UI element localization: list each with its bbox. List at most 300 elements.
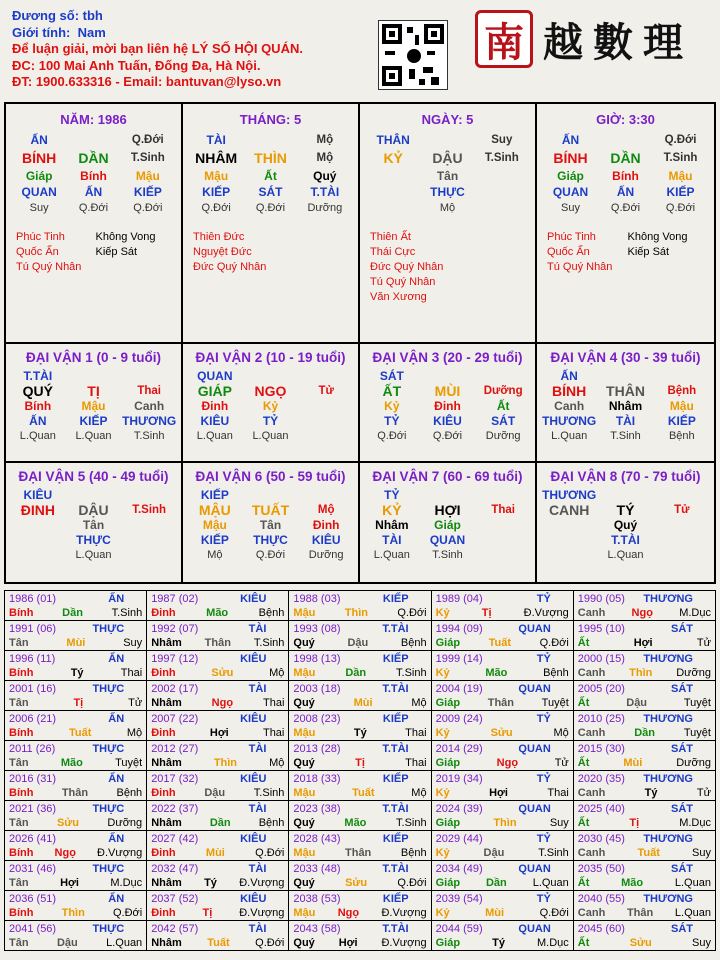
dv-god: SÁT xyxy=(379,369,404,383)
dv-hidden-stem: Kỷ xyxy=(262,399,279,413)
dai-van-title: ĐẠI VẬN 1 (0 - 9 tuổi) xyxy=(25,350,161,365)
year-chi: Mùi xyxy=(485,907,505,919)
year-state: Tuyệt xyxy=(541,697,569,709)
pillar-state: Q.Đới xyxy=(665,202,696,214)
year-god: ẤN xyxy=(108,653,125,665)
year-chi: Tị xyxy=(73,697,84,709)
dv-hidden-stem: Canh xyxy=(554,399,585,413)
dv-empty xyxy=(121,369,177,384)
year-bottom xyxy=(578,846,711,860)
year-god: SÁT xyxy=(670,923,693,935)
year-god: TỶ xyxy=(536,593,551,605)
star-item: Không Vong xyxy=(95,231,156,243)
dai-van-2 xyxy=(183,344,360,463)
stars-col-1 xyxy=(16,230,96,275)
year-chi: Thìn xyxy=(344,607,368,619)
year-bottom xyxy=(151,636,284,650)
year-state: T.Sinh xyxy=(396,667,427,679)
pillar-cell: DẦN xyxy=(610,150,641,166)
dv-gods-row xyxy=(10,414,177,429)
year-can: Đinh xyxy=(151,787,176,799)
pillar-cell: ẤN xyxy=(561,133,580,147)
year-bottom xyxy=(151,696,284,710)
dv-hidden-god: TÀI xyxy=(382,533,402,547)
year-cell xyxy=(147,621,289,651)
year-state: Mộ xyxy=(411,787,427,799)
dv-hidden-state: T.Sinh xyxy=(610,430,641,442)
year-cell xyxy=(5,831,147,861)
year-god: TÀI xyxy=(248,623,267,635)
year-bottom xyxy=(293,936,426,950)
dv-can: QUÝ xyxy=(22,383,53,399)
year-can: Đinh xyxy=(151,907,176,919)
year-bottom xyxy=(436,936,569,950)
year-label: 2037 (52) xyxy=(151,893,199,905)
pillar-row xyxy=(366,168,529,184)
year-top xyxy=(578,892,711,906)
year-god: KIÊU xyxy=(240,713,267,725)
year-state: Tuyệt xyxy=(115,757,143,769)
pillar-row xyxy=(543,184,708,200)
year-label: 2006 (21) xyxy=(9,713,57,725)
year-state: Suy xyxy=(692,937,711,949)
year-top xyxy=(578,832,711,846)
year-label: 1991 (06) xyxy=(9,623,57,635)
year-bottom xyxy=(436,756,569,770)
year-label: 2008 (23) xyxy=(293,713,341,725)
year-god: QUAN xyxy=(518,743,551,755)
year-can: Canh xyxy=(577,847,606,859)
year-top xyxy=(151,772,284,786)
dv-chi: TÝ xyxy=(616,502,635,518)
year-bottom xyxy=(293,756,426,770)
year-label: 1995 (10) xyxy=(577,623,625,635)
year-bottom xyxy=(436,666,569,680)
star-item: Quốc Ấn xyxy=(547,246,590,258)
dv-empty xyxy=(420,369,476,384)
dv-god: T.TÀI xyxy=(23,369,53,383)
year-cell xyxy=(574,651,716,681)
year-chi: Thân xyxy=(204,637,231,649)
year-state: Tử xyxy=(696,637,711,649)
dv-hidden-god: KIẾP xyxy=(200,533,229,547)
year-god: T.TÀI xyxy=(382,923,409,935)
year-state: M.Dục xyxy=(679,817,711,829)
year-god: KIẾP xyxy=(382,893,409,905)
star-item: Tú Quý Nhân xyxy=(16,261,82,273)
star-item: Văn Xương xyxy=(370,291,427,303)
pillar-cell: NHÂM xyxy=(195,150,238,166)
year-bottom xyxy=(151,876,284,890)
year-state: Mộ xyxy=(553,727,569,739)
year-chi: Thân xyxy=(345,847,372,859)
year-cell xyxy=(432,831,574,861)
pillar-cell: Mộ xyxy=(316,134,334,146)
year-chi: Sửu xyxy=(56,817,79,829)
stars-col-2 xyxy=(450,230,530,305)
year-chi: Tuất xyxy=(488,637,512,649)
year-god: THƯƠNG xyxy=(643,893,693,905)
year-can: Mậu xyxy=(293,907,316,919)
year-cell xyxy=(432,861,574,891)
year-label: 1988 (03) xyxy=(293,593,341,605)
year-chi: Sửu xyxy=(490,727,513,739)
year-chi: Hợi xyxy=(338,937,358,949)
year-can: Tân xyxy=(9,757,29,769)
year-can: Kỷ xyxy=(435,907,450,919)
year-cell xyxy=(289,621,431,651)
year-god: ẤN xyxy=(108,773,125,785)
stars-col-1 xyxy=(547,230,628,275)
year-bottom xyxy=(9,846,142,860)
year-can: Bính xyxy=(9,727,34,739)
pillar-cell xyxy=(366,184,420,200)
year-chi: Hợi xyxy=(209,727,229,739)
year-top xyxy=(436,862,569,876)
year-cell xyxy=(289,681,431,711)
year-can: Quý xyxy=(293,937,315,949)
year-chi: Ngọ xyxy=(337,907,360,919)
dv-hidden-god: THƯƠNG xyxy=(122,414,177,428)
year-state: Thai xyxy=(405,727,427,739)
annual-table xyxy=(4,590,716,951)
dv-hidden-state xyxy=(541,548,597,563)
year-top xyxy=(578,802,711,816)
pillar-row xyxy=(366,148,529,168)
year-label: 2020 (35) xyxy=(577,773,625,785)
dv-gods-row xyxy=(364,533,531,548)
pillar-cell xyxy=(243,132,297,148)
dv-state: Tử xyxy=(674,504,690,516)
dv-hidden-state xyxy=(654,548,710,563)
year-can: Nhâm xyxy=(151,877,182,889)
year-state: Suy xyxy=(549,817,569,829)
year-cell xyxy=(574,711,716,741)
dv-st-row xyxy=(10,429,177,444)
dv-state: T.Sinh xyxy=(132,504,167,516)
year-cell xyxy=(5,711,147,741)
pillar-cell: Suy xyxy=(491,134,513,146)
year-cell xyxy=(5,681,147,711)
pillar-cell: Bính xyxy=(612,169,639,183)
year-top xyxy=(9,592,142,606)
dv-hidden-row xyxy=(541,399,710,414)
dv-hidden-state xyxy=(10,548,66,563)
year-bottom xyxy=(436,876,569,890)
year-label: 2043 (58) xyxy=(293,923,341,935)
year-top xyxy=(151,892,284,906)
year-can: Giáp xyxy=(435,697,461,709)
dv-hidden-row xyxy=(187,399,354,414)
star-item: Thái Cực xyxy=(370,246,416,258)
year-cell xyxy=(432,591,574,621)
year-can: Giáp xyxy=(435,757,461,769)
dv-hidden-stem: Nhâm xyxy=(608,399,643,413)
year-bottom xyxy=(578,756,711,770)
year-god: TỶ xyxy=(536,653,551,665)
logo-seal: 南 xyxy=(475,10,533,68)
year-god: TỶ xyxy=(536,773,551,785)
pillar-state: Q.Đới xyxy=(201,202,231,214)
year-can: Đinh xyxy=(151,667,176,679)
year-can: Bính xyxy=(9,847,34,859)
year-chi: Tị xyxy=(629,817,640,829)
year-can: Ất xyxy=(577,937,590,949)
year-state: Bệnh xyxy=(400,847,427,859)
dv-state: Mộ xyxy=(317,504,335,516)
year-cell xyxy=(574,861,716,891)
year-label: 2012 (27) xyxy=(151,743,199,755)
year-god: KIÊU xyxy=(240,833,267,845)
year-state: Bệnh xyxy=(258,607,285,619)
year-bottom xyxy=(9,636,142,650)
star-item: Đức Quý Nhân xyxy=(370,261,444,273)
year-cell xyxy=(5,891,147,921)
pillar-cell: ẤN xyxy=(616,185,635,199)
year-can: Quý xyxy=(293,877,315,889)
year-bottom xyxy=(9,666,142,680)
year-cell xyxy=(147,891,289,921)
pillar-2 xyxy=(360,104,537,344)
year-top xyxy=(293,652,426,666)
year-cell xyxy=(5,621,147,651)
year-label: 2011 (26) xyxy=(9,743,56,755)
pillar-cell: TÀI xyxy=(206,133,226,147)
year-god: KIÊU xyxy=(240,593,267,605)
pillar-row xyxy=(366,184,529,200)
dv-hidden-state: T.Sinh xyxy=(432,549,463,561)
dv-hidden-god: THƯƠNG xyxy=(542,414,597,428)
year-state: Suy xyxy=(123,637,143,649)
year-top xyxy=(578,682,711,696)
year-god: SÁT xyxy=(670,623,693,635)
qr-code[interactable] xyxy=(378,20,448,90)
dv-god-row xyxy=(541,369,710,384)
year-cell xyxy=(432,651,574,681)
year-chi: Mùi xyxy=(205,847,225,859)
dv-hidden-stem: Bính xyxy=(24,399,52,413)
year-chi: Dậu xyxy=(56,937,78,949)
year-state: Suy xyxy=(692,847,711,859)
year-can: Ất xyxy=(577,877,590,889)
dv-empty xyxy=(243,369,299,384)
dv-hidden-stem xyxy=(475,518,531,533)
dv-hidden-stem: Quý xyxy=(613,518,638,532)
year-state: M.Dục xyxy=(679,607,711,619)
dv-st-row xyxy=(187,548,354,563)
year-bottom xyxy=(293,816,426,830)
year-chi: Hợi xyxy=(633,637,653,649)
dai-van-7 xyxy=(360,463,537,582)
pillar-row xyxy=(189,168,352,184)
dv-gods-row xyxy=(364,414,531,429)
year-top xyxy=(9,802,142,816)
year-bottom xyxy=(9,696,142,710)
dv-hidden-god xyxy=(475,533,531,548)
dv-st-row xyxy=(541,429,710,444)
year-god: KIẾP xyxy=(382,773,409,785)
dv-hidden-state: L.Quan xyxy=(373,549,410,561)
year-god: THỰC xyxy=(92,683,125,695)
pillar-row xyxy=(543,148,708,168)
dv-hidden-row xyxy=(187,518,354,533)
pillar-state: Suy xyxy=(561,202,580,214)
year-cell xyxy=(5,771,147,801)
pillar-cell: Ất xyxy=(264,169,277,183)
dv-god-row xyxy=(541,488,710,503)
dv-god-row xyxy=(187,488,354,503)
dai-van-6 xyxy=(183,463,360,582)
year-bottom xyxy=(436,726,569,740)
pillar-row xyxy=(189,148,352,168)
year-bottom xyxy=(151,606,284,620)
year-can: Tân xyxy=(9,937,29,949)
year-label: 2027 (42) xyxy=(151,833,199,845)
dv-pillar-row xyxy=(364,384,531,399)
pillar-cell: QUAN xyxy=(21,185,57,199)
year-top xyxy=(578,922,711,936)
year-can: Giáp xyxy=(435,937,461,949)
year-bottom xyxy=(436,606,569,620)
year-bottom xyxy=(578,636,711,650)
year-state: Thai xyxy=(262,727,285,739)
dv-hidden-god xyxy=(298,414,354,429)
year-label: 2028 (43) xyxy=(293,833,341,845)
year-chi: Dần xyxy=(485,877,507,889)
year-top xyxy=(293,712,426,726)
star-item: Nguyệt Đức xyxy=(193,246,252,258)
year-cell xyxy=(289,741,431,771)
year-label: 2017 (32) xyxy=(151,773,199,785)
year-state: L.Quan xyxy=(532,877,569,889)
year-chi: Tý xyxy=(644,787,658,799)
year-top xyxy=(9,622,142,636)
year-state: Bệnh xyxy=(258,817,285,829)
pillar-cell: Giáp xyxy=(557,169,584,183)
year-god: QUAN xyxy=(518,923,551,935)
year-label: 2009 (24) xyxy=(435,713,483,725)
year-label: 2036 (51) xyxy=(9,893,57,905)
year-bottom xyxy=(151,816,284,830)
year-can: Mậu xyxy=(293,667,316,679)
year-god: TỶ xyxy=(536,833,551,845)
year-top xyxy=(293,922,426,936)
year-cell xyxy=(147,711,289,741)
year-god: T.TÀI xyxy=(382,743,409,755)
dv-hidden-stem xyxy=(10,518,66,533)
star-item: Thiên Đức xyxy=(193,231,245,243)
dv-chi: THÂN xyxy=(606,383,645,399)
year-top xyxy=(293,592,426,606)
year-chi: Tị xyxy=(202,907,213,919)
dv-hidden-state: L.Quan xyxy=(19,430,56,442)
logo xyxy=(475,10,715,68)
year-cell xyxy=(147,681,289,711)
pillar-cell xyxy=(66,132,120,148)
year-chi: Mùi xyxy=(623,757,643,769)
year-cell xyxy=(289,921,431,951)
pillar-state-row xyxy=(189,200,352,216)
year-state: L.Quan xyxy=(106,937,143,949)
year-god: QUAN xyxy=(518,803,551,815)
year-cell xyxy=(289,651,431,681)
year-top xyxy=(436,712,569,726)
year-bottom xyxy=(9,906,142,920)
year-cell xyxy=(574,801,716,831)
year-chi: Tý xyxy=(204,877,217,889)
year-label: 1990 (05) xyxy=(577,593,625,605)
pillar-cell: KỶ xyxy=(383,150,403,166)
year-cell xyxy=(147,651,289,681)
year-state: Thai xyxy=(120,667,143,679)
year-cell xyxy=(432,801,574,831)
star-item: Thiên Ất xyxy=(370,231,411,243)
year-top xyxy=(151,862,284,876)
year-can: Tân xyxy=(9,637,29,649)
dai-van-8 xyxy=(537,463,714,582)
year-top xyxy=(293,862,426,876)
year-can: Canh xyxy=(577,787,606,799)
year-chi: Dần xyxy=(62,607,83,619)
year-bottom xyxy=(293,636,426,650)
year-state: Thai xyxy=(547,787,569,799)
pillar-cell: Bính xyxy=(80,169,107,183)
pillar-cell: Mậu xyxy=(204,169,229,183)
year-state: T.Sinh xyxy=(253,787,285,799)
header-info xyxy=(12,8,303,91)
year-can: Ất xyxy=(577,637,590,649)
dv-empty xyxy=(475,369,531,384)
dv-st-row xyxy=(541,548,710,563)
year-cell xyxy=(289,831,431,861)
year-can: Đinh xyxy=(151,607,176,619)
dv-hidden-god: TỶ xyxy=(262,414,279,428)
year-top xyxy=(151,622,284,636)
year-top xyxy=(436,652,569,666)
year-top xyxy=(151,712,284,726)
dv-empty xyxy=(475,488,531,503)
year-chi: Mùi xyxy=(353,697,373,709)
dv-chi: TỊ xyxy=(87,383,100,399)
star-item: Kiếp Sát xyxy=(627,246,670,258)
year-state: M.Dục xyxy=(537,937,569,949)
dv-hidden-god xyxy=(541,533,597,548)
year-state: Bệnh xyxy=(400,637,427,649)
year-label: 2002 (17) xyxy=(151,683,199,695)
year-bottom xyxy=(578,726,711,740)
year-can: Mậu xyxy=(293,727,316,739)
dv-can: MẬU xyxy=(198,502,231,518)
pillar-cell: QUAN xyxy=(552,185,589,199)
gender: Giới tính: Nam xyxy=(12,24,106,40)
year-god: THƯƠNG xyxy=(643,833,693,845)
dv-god: KIÊU xyxy=(23,488,53,502)
dv-empty xyxy=(420,488,476,503)
year-top xyxy=(578,772,711,786)
dv-empty xyxy=(654,369,710,384)
year-chi: Mão xyxy=(485,667,508,679)
year-bottom xyxy=(578,876,711,890)
year-chi: Tuất xyxy=(637,847,660,859)
dv-empty xyxy=(597,488,653,503)
year-state: Dưỡng xyxy=(676,667,711,679)
year-chi: Thìn xyxy=(213,757,238,769)
year-can: Quý xyxy=(293,817,315,829)
dai-van-title: ĐẠI VẬN 4 (30 - 39 tuổi) xyxy=(550,350,701,365)
year-state: Q.Đới xyxy=(255,937,285,949)
year-chi: Tý xyxy=(353,727,367,739)
year-chi: Tị xyxy=(355,757,365,769)
